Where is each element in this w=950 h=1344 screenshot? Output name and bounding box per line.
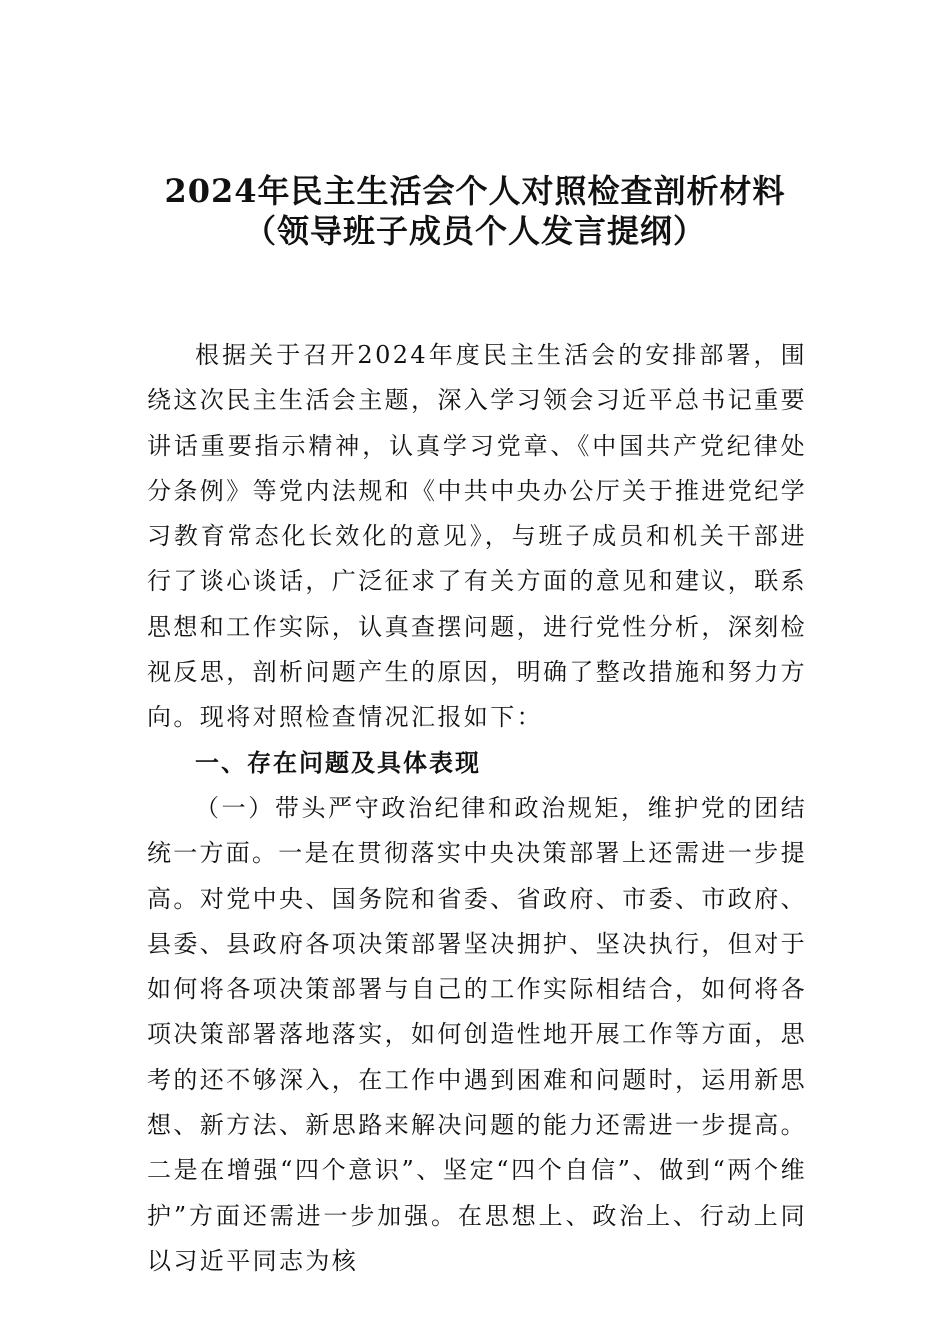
subsection-text-1: 一是在贯彻落实中央决策部署上还需进一步提高。对党中央、国务院和省委、省政府、市委、市政府、县委、县政府各项决策部署坚决拥护、坚决执行，但对于如何将各项决策部署与自己的工作实际相结合，如何将各项决策部署落地落实，如何创造性地开展工作等方面，思考的还不够深入，在工作中遇到困难和问题时，运用新思想、新方法、新思路来解决问题的能力还需进一步提高。二是在增强“四个意识”、坚定“四个自信”、做到“两个维护”方面还需进一步加强。在思想上、政治上、行动上同以习近平同志为核 xyxy=(147,839,808,1275)
document-body xyxy=(147,333,807,1284)
document-subtitle: （领导班子成员个人发言提纲） xyxy=(243,212,706,250)
section-heading-1: 一、存在问题及具体表现 xyxy=(195,748,481,777)
intro-paragraph: 根据关于召开2024年度民主生活会的安排部署，围绕这次民主生活会主题，深入学习领会习近平总书记重要讲话重要指示精神，认真学习党章、《中国共产党纪律处分条例》等党内法规和《中共中央办公厅关于推进党纪学习教育常态化长效化的意见》，与班子成员和机关干部进行了谈心谈话，广泛征求了有关方面的意见和建议，联系思想和工作实际，认真查摆问题，进行党性分析，深刻检视反思，剖析问题产生的原因，明确了整改措施和努力方向。现将对照检查情况汇报如下： xyxy=(147,341,807,732)
subsection-paragraph-1 xyxy=(147,786,807,1284)
document-title: 2024年民主生活会个人对照检查剖析材料 xyxy=(164,172,786,210)
subsection-heading-1: （一）带头严守政治纪律和政治规矩，维护党的团结统一方面。 xyxy=(147,793,807,868)
